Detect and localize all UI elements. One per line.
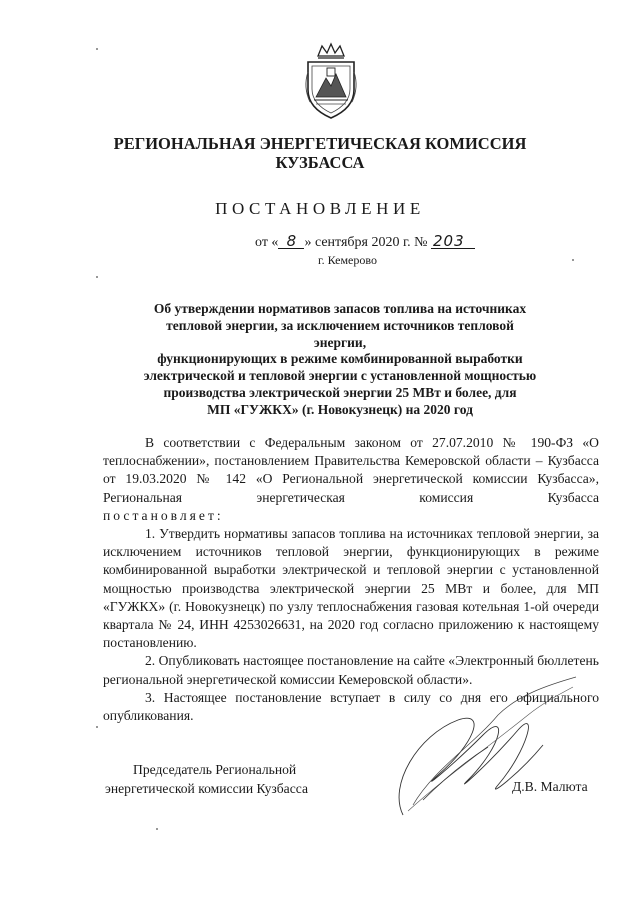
- subject-line: тепловой энергии, за исключением источников тепловой энергии,: [166, 317, 514, 350]
- resolves-word: постановляет:: [103, 507, 224, 523]
- subject-line: функционирующих в режиме комбинированной выработки: [157, 351, 523, 367]
- scan-speck: [96, 276, 98, 278]
- decree-number-handwritten: 203: [431, 234, 475, 249]
- subject-line: Об утверждении нормативов запасов топлива на источниках: [153, 301, 527, 316]
- preamble-paragraph: В соответствии с Федеральным законом от 27.07.2010 № 190-ФЗ «О теплоснабжении», постановлением Правительства Кемеровской области – Кузбасса от 19.03.2020 № 142 «О Региональной энергетической комиссии Кузбасса», Региональная энергетическая комиссия Кузбасса: [103, 435, 599, 505]
- signatory-title: [105, 760, 308, 798]
- scan-speck: [96, 48, 98, 50]
- scan-speck: [572, 259, 574, 261]
- organization-name-line2: КУЗБАССА: [275, 153, 365, 172]
- decree-subject: [140, 301, 540, 419]
- signatory-name: Д.В. Малюта: [512, 779, 588, 794]
- date-middle: » сентября 2020 г. №: [304, 235, 428, 250]
- date-day-handwritten: 8: [278, 234, 304, 249]
- subject-line: МП «ГУЖКХ» (г. Новокузнецк) на 2020 год: [207, 401, 473, 417]
- coat-of-arms-emblem: [300, 42, 362, 120]
- subject-line: электрической и тепловой энергии с установленной мощностью: [143, 368, 537, 384]
- item-1-paragraph: 1. Утвердить нормативы запасов топлива на источниках тепловой энергии, за исключением источников тепловой энергии, функционирующих в режиме комбинированной выработки электрической и тепловой энергии с установленной мощностью производства электрической энергии 25 МВт и более, для МП «ГУЖКХ» (г. Новокузнецк) по узлу теплоснабжения газовая котельная 1-ой очереди квартала № 24, ИНН 4253026631, на 2020 год согласно приложению к настоящему постановлению.: [103, 526, 599, 651]
- signatory-title-line2: энергетической комиссии Кузбасса: [105, 781, 308, 796]
- handwritten-signature: [378, 675, 578, 825]
- scan-speck: [96, 726, 98, 728]
- item-3-paragraph: 3. Настоящее постановление вступает в силу со дня его официального опубликования.: [103, 689, 599, 724]
- date-prefix: от «: [255, 235, 279, 250]
- document-type: ПОСТАНОВЛЕНИЕ: [215, 199, 425, 218]
- item-2-paragraph: 2. Опубликовать настоящее постановление на сайте «Электронный бюллетень региональной энергетической комиссии Кемеровской области».: [103, 653, 599, 687]
- decree-date-line: [255, 234, 475, 251]
- organization-name-line1: РЕГИОНАЛЬНАЯ ЭНЕРГЕТИЧЕСКАЯ КОМИССИЯ: [113, 134, 527, 153]
- scan-speck: [156, 828, 158, 830]
- signatory-title-line1: Председатель Региональной: [133, 762, 297, 777]
- subject-line: производства электрической энергии 25 МВт и более, для: [163, 384, 517, 400]
- city: г. Кемерово: [318, 253, 377, 267]
